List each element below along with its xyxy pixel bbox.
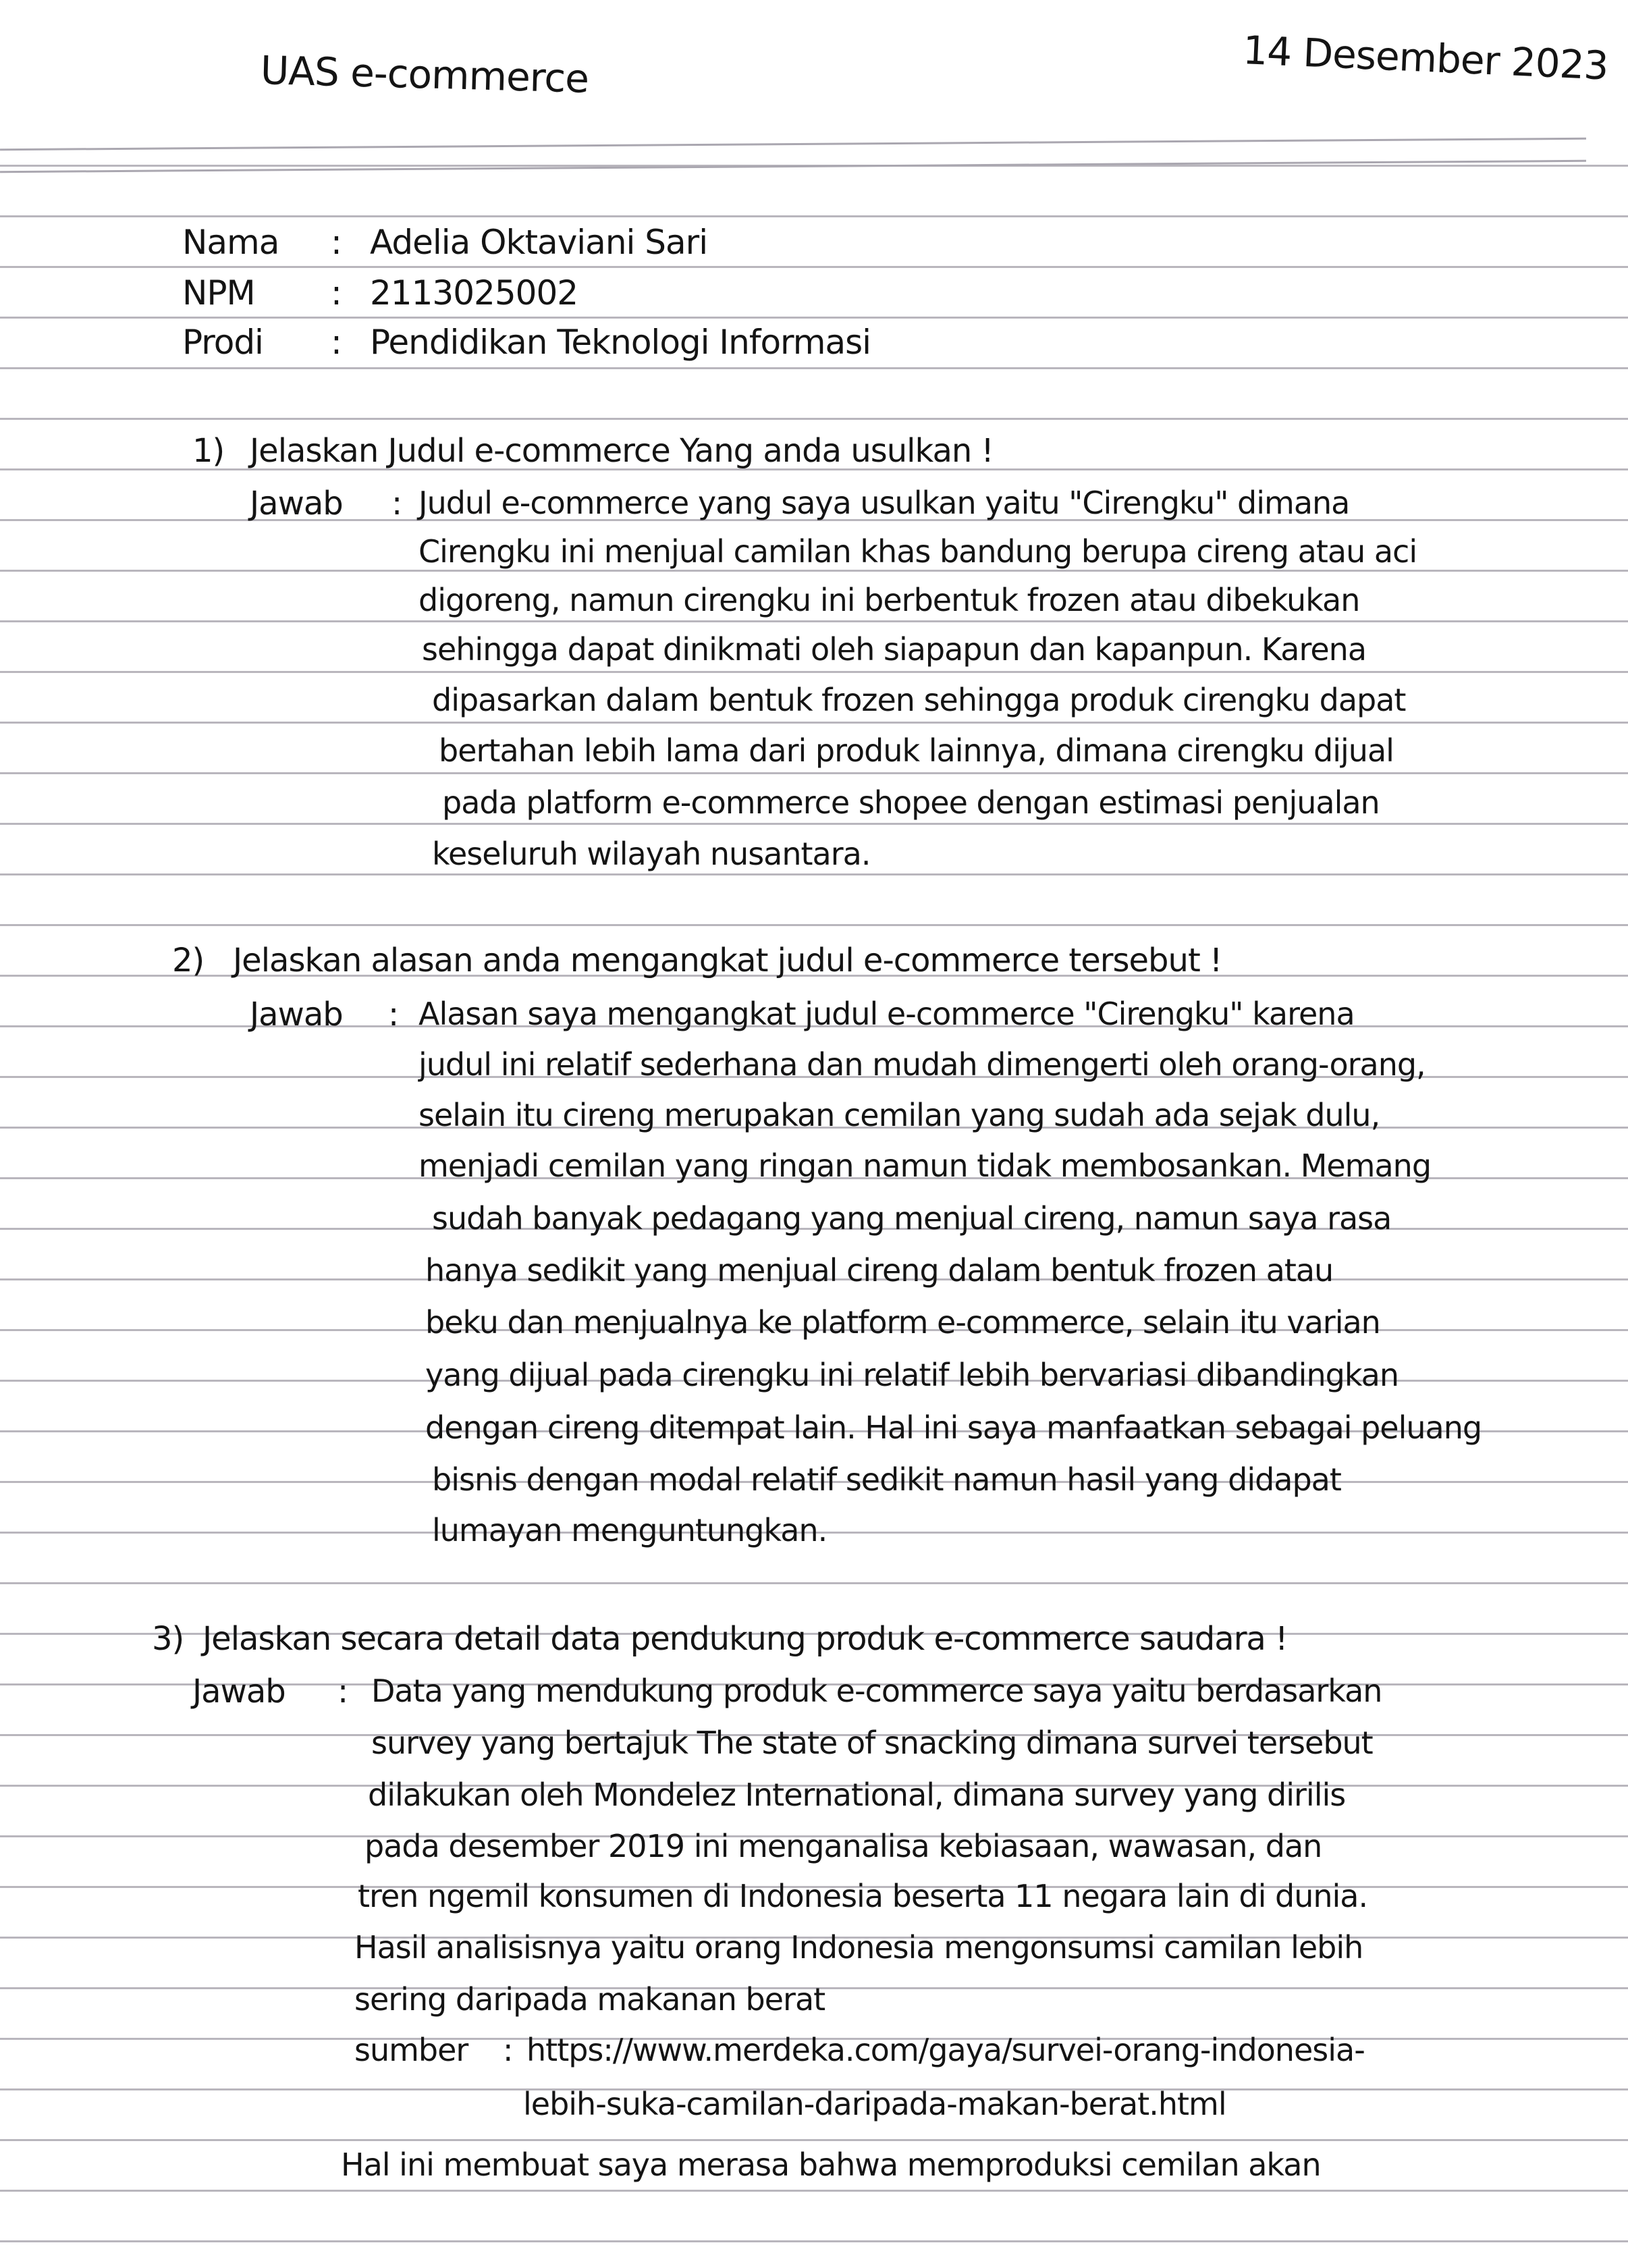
answer-line: sehingga dapat dinikmati oleh siapapun dan kapanpun. Karena — [422, 631, 1367, 668]
answer-line: Cirengku ini menjual camilan khas bandung berupa cireng atau aci — [418, 533, 1417, 570]
answer-line: dengan cireng ditempat lain. Hal ini saya manfaatkan sebagai peluang — [425, 1409, 1482, 1446]
answer-line: selain itu cireng merupakan cemilan yang sudah ada sejak dulu, — [418, 1097, 1380, 1133]
answer-line: bertahan lebih lama dari produk lainnya, dimana cirengku dijual — [439, 732, 1394, 769]
answer-line: Judul e-commerce yang saya usulkan yaitu "Cirengku" dimana — [418, 485, 1350, 521]
header-double-rule — [0, 160, 1586, 173]
question-number: 1) — [192, 432, 225, 470]
answer-line: Data yang mendukung produk e-commerce saya yaitu berdasarkan — [371, 1673, 1382, 1709]
answer-line: survey yang bertajuk The state of snacking dimana survei tersebut — [371, 1725, 1373, 1761]
identity-colon: : — [331, 273, 342, 313]
question-number: 2) — [172, 942, 205, 979]
answer-line: digoreng, namun cirengku ini berbentuk frozen atau dibekukan — [418, 582, 1360, 618]
identity-colon: : — [331, 223, 342, 262]
question-text: Jelaskan secara detail data pendukung produk e-commerce saudara ! — [202, 1620, 1288, 1658]
answer-line: sudah banyak pedagang yang menjual cireng, namun saya rasa — [432, 1200, 1392, 1237]
answer-line: Alasan saya mengangkat judul e-commerce "Cirengku" karena — [418, 996, 1355, 1032]
answer-colon: : — [337, 1673, 348, 1710]
page-date: 14 Desember 2023 — [1242, 27, 1609, 89]
source-url-line[interactable]: https://www.merdeka.com/gaya/survei-orang-indonesia- — [526, 2032, 1365, 2068]
question-text: Jelaskan alasan anda mengangkat judul e-commerce tersebut ! — [233, 942, 1222, 979]
answer-label: Jawab — [250, 996, 343, 1033]
page-title: UAS e-commerce — [260, 47, 589, 102]
question-number: 3) — [152, 1620, 184, 1658]
answer-line: Hasil analisisnya yaitu orang Indonesia mengonsumsi camilan lebih — [354, 1929, 1363, 1966]
answer-colon: : — [388, 996, 399, 1033]
answer-label: Jawab — [192, 1673, 286, 1710]
identity-value-name: Adelia Oktaviani Sari — [370, 223, 708, 262]
answer-line: sering daripada makanan berat — [354, 1981, 825, 2018]
answer-line: dipasarkan dalam bentuk frozen sehingga produk cirengku dapat — [432, 682, 1406, 718]
answer-line: beku dan menjualnya ke platform e-commerce, selain itu varian — [425, 1304, 1380, 1341]
identity-label: NPM — [182, 273, 255, 313]
answer-line: keseluruh wilayah nusantara. — [432, 836, 871, 872]
answer-line: bisnis dengan modal relatif sedikit namun hasil yang didapat — [432, 1461, 1341, 1498]
answer-line: yang dijual pada cirengku ini relatif lebih bervariasi dibandingkan — [425, 1357, 1399, 1393]
answer-line: hanya sedikit yang menjual cireng dalam bentuk frozen atau — [425, 1252, 1334, 1289]
answer-line: menjadi cemilan yang ringan namun tidak membosankan. Memang — [418, 1148, 1432, 1184]
identity-label: Nama — [182, 223, 279, 262]
question-text: Jelaskan Judul e-commerce Yang anda usulkan ! — [250, 432, 994, 470]
source-colon: : — [503, 2032, 513, 2068]
answer-line: lumayan menguntungkan. — [432, 1512, 827, 1548]
answer-label: Jawab — [250, 485, 343, 522]
answer-colon: : — [391, 485, 402, 522]
identity-value-prodi: Pendidikan Teknologi Informasi — [370, 323, 871, 362]
answer-line: judul ini relatif sederhana dan mudah dimengerti oleh orang-orang, — [418, 1046, 1426, 1083]
header-double-rule — [0, 138, 1586, 151]
identity-value-npm: 2113025002 — [370, 273, 578, 313]
answer-line: Hal ini membuat saya merasa bahwa memproduksi cemilan akan — [341, 2146, 1321, 2183]
answer-line: pada platform e-commerce shopee dengan estimasi penjualan — [442, 784, 1380, 821]
answer-line: dilakukan oleh Mondelez International, dimana survey yang dirilis — [368, 1777, 1346, 1813]
source-url-line[interactable]: lebih-suka-camilan-daripada-makan-berat.html — [523, 2086, 1226, 2122]
answer-line: pada desember 2019 ini menganalisa kebiasaan, wawasan, dan — [364, 1828, 1322, 1864]
identity-colon: : — [331, 323, 342, 362]
source-label: sumber — [354, 2032, 468, 2068]
identity-label: Prodi — [182, 323, 263, 362]
answer-line: tren ngemil konsumen di Indonesia beserta 11 negara lain di dunia. — [358, 1878, 1368, 1914]
